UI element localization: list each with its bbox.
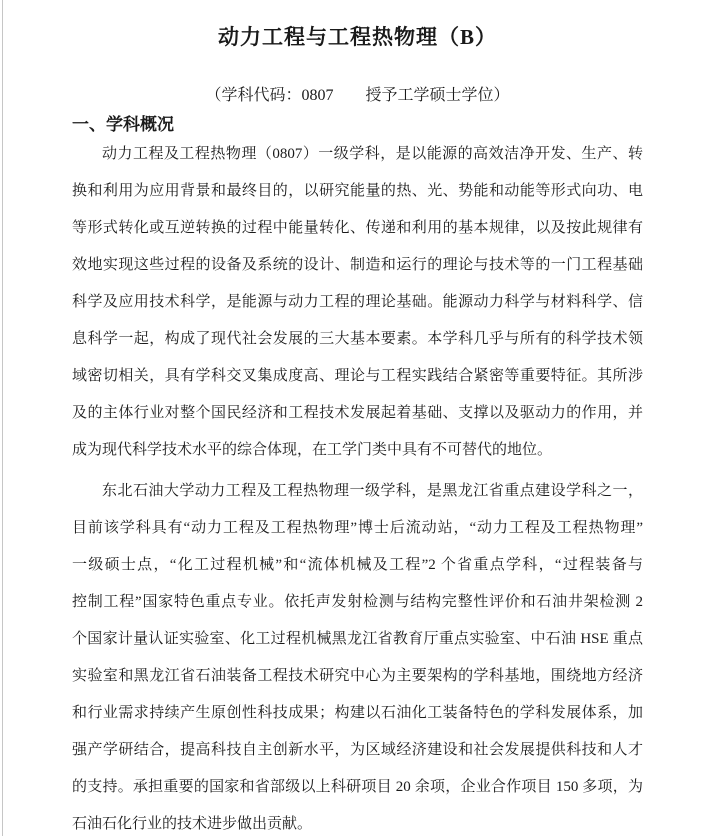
text-line: 的支持。承担重要的国家和省部级以上科研项目 20 余项，企业合作项目 150 多项，为	[72, 779, 643, 795]
text-line: 控制工程”国家特色重点专业。依托声发射检测与结构完整性评价和石油井架检测 2	[72, 594, 643, 610]
document-body	[72, 136, 643, 836]
document-title: 动力工程与工程热物理（B）	[217, 25, 497, 49]
text-line: 及的主体行业对整个国民经济和工程技术发展起着基础、支撑以及驱动力的作用，并	[72, 405, 643, 421]
text-line: 成为现代科学技术水平的综合体现，在工学门类中具有不可替代的地位。	[72, 442, 553, 458]
text-line: 域密切相关，具有学科交叉集成度高、理论与工程实践结合紧密等重要特征。其所涉	[72, 368, 643, 384]
text-line: 科学及应用技术科学，是能源与动力工程的理论基础。能源动力科学与材料科学、信	[72, 294, 643, 310]
text-line: 东北石油大学动力工程及工程热物理一级学科，是黑龙江省重点建设学科之一，	[102, 483, 643, 499]
paragraph-discipline-intro	[72, 136, 643, 469]
page-edge-divider	[2, 0, 3, 836]
text-line: 石油石化行业的技术进步做出贡献。	[72, 816, 313, 832]
document-subtitle: （学科代码：0807 授予工学硕士学位）	[205, 87, 510, 104]
text-line: 实验室和黑龙江省石油装备工程技术研究中心为主要架构的学科基地，围绕地方经济	[72, 668, 643, 684]
text-line: 换和利用为应用背景和最终目的，以研究能量的热、光、势能和动能等形式向功、电	[72, 183, 643, 199]
text-line: 和行业需求持续产生原创性科技成果；构建以石油化工装备特色的学科发展体系，加	[72, 705, 643, 721]
text-line: 动力工程及工程热物理（0807）一级学科，是以能源的高效洁净开发、生产、转	[102, 146, 643, 162]
text-line: 效地实现这些过程的设备及系统的设计、制造和运行的理论与技术等的一门工程基础	[72, 257, 643, 273]
text-line: 个国家计量认证实验室、化工过程机械黑龙江省教育厅重点实验室、中石油 HSE 重点	[72, 631, 643, 647]
text-line: 一级硕士点，“化工过程机械”和“流体机械及工程”2 个省重点学科，“过程装备与	[72, 557, 643, 573]
text-line: 目前该学科具有“动力工程及工程热物理”博士后流动站，“动力工程及工程热物理”	[72, 520, 643, 536]
text-line: 强产学研结合，提高科技自主创新水平，为区域经济建设和社会发展提供科技和人才	[72, 742, 643, 758]
paragraph-university-discipline	[72, 473, 643, 836]
section-heading-overview: 一、学科概况	[72, 115, 174, 134]
text-line: 等形式转化或互逆转换的过程中能量转化、传递和利用的基本规律，以及按此规律有	[72, 220, 643, 236]
text-line: 息科学一起，构成了现代社会发展的三大基本要素。本学科几乎与所有的科学技术领	[72, 331, 643, 347]
